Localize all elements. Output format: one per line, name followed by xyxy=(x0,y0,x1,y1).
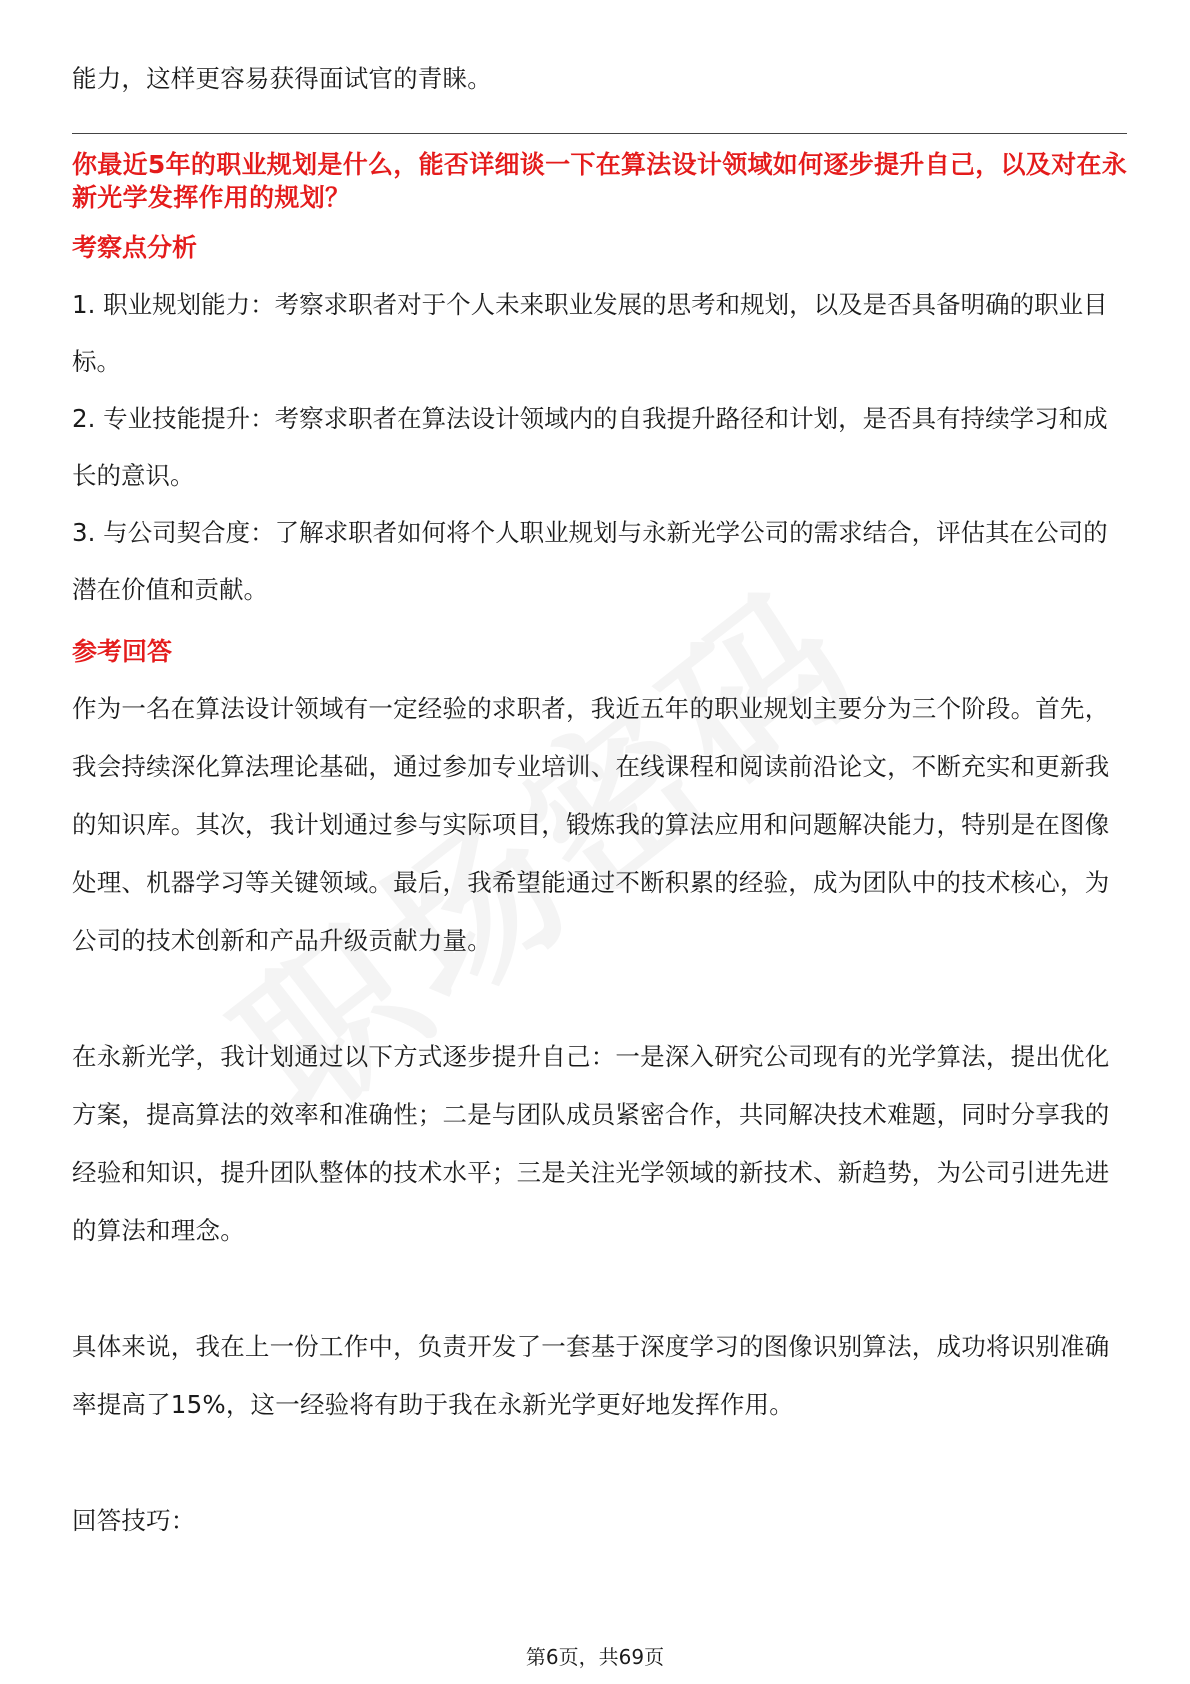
analysis-item-3: 3. 与公司契合度：了解求职者如何将个人职业规划与永新光学公司的需求结合，评估其在公司的潜在价值和贡献。 xyxy=(72,518,1108,604)
answer-paragraph-3: 具体来说，我在上一份工作中，负责开发了一套基于深度学习的图像识别算法，成功将识别准确率提高了15%，这一经验将有助于我在永新光学更好地发挥作用。 xyxy=(72,1332,1110,1419)
divider xyxy=(72,133,1127,134)
spacer xyxy=(72,970,1127,1028)
analysis-item-2: 2. 专业技能提升：考察求职者在算法设计领域内的自我提升路径和计划，是否具有持续学习和成长的意识。 xyxy=(72,404,1108,490)
spacer xyxy=(72,1260,1127,1318)
answer-paragraph-2: 在永新光学，我计划通过以下方式逐步提升自己：一是深入研究公司现有的光学算法，提出优化方案，提高算法的效率和准确性；二是与团队成员紧密合作，共同解决技术难题，同时分享我的经验和知识，提升团队整体的技术水平；三是关注光学领域的新技术、新趋势，为公司引进先进的算法和理念。 xyxy=(72,1042,1110,1245)
tips-label: 回答技巧： xyxy=(72,1506,196,1535)
question-heading: 你最近5年的职业规划是什么，能否详细谈一下在算法设计领域如何逐步提升自己，以及对在永新光学发挥作用的规划？ xyxy=(72,150,1127,212)
spacer xyxy=(72,1434,1127,1492)
analysis-title: 考察点分析 xyxy=(72,233,198,262)
page-number-footer: 第6页，共69页 xyxy=(525,1645,665,1669)
analysis-item-1: 1. 职业规划能力：考察求职者对于个人未来职业发展的思考和规划，以及是否具备明确的职业目标。 xyxy=(72,290,1108,376)
answer-paragraph-1: 作为一名在算法设计领域有一定经验的求职者，我近五年的职业规划主要分为三个阶段。首先，我会持续深化算法理论基础，通过参加专业培训、在线课程和阅读前沿论文，不断充实和更新我的知识库。其次，我计划通过参与实际项目，锻炼我的算法应用和问题解决能力，特别是在图像处理、机器学习等关键领域。最后，我希望能通过不断积累的经验，成为团队中的技术核心，为公司的技术创新和产品升级贡献力量。 xyxy=(72,694,1110,955)
page-content xyxy=(72,50,1127,1550)
spacer xyxy=(72,618,1127,632)
answer-title: 参考回答 xyxy=(72,637,173,666)
intro-tail-text: 能力，这样更容易获得面试官的青睐。 xyxy=(72,64,492,93)
